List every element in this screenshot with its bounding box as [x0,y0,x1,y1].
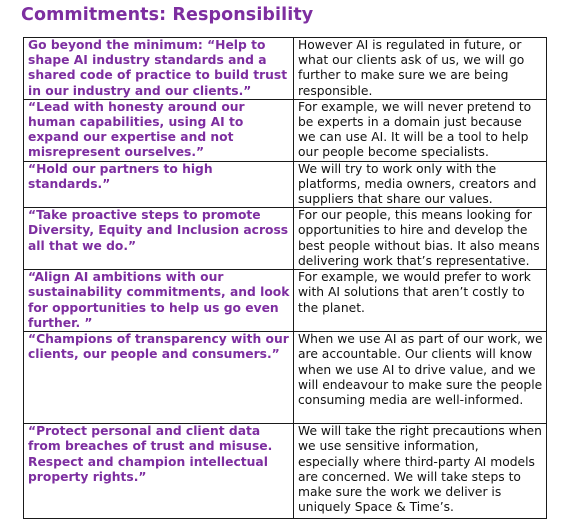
commitment-cell: Go beyond the minimum: “Help to shape AI industry standards and a shared code of practice to build trust in our industry and our clients.” [24,38,294,100]
explanation-cell: For example, we would prefer to work with AI solutions that aren’t costly to the planet. [294,270,547,332]
explanation-cell: For our people, this means looking for opportunities to hire and develop the best people without bias. It also means delivering work that’s representative. [294,208,547,270]
explanation-cell: When we use AI as part of our work, we are accountable. Our clients will know when we use AI to drive value, and we will endeavour to make sure the people consuming media are well-informed. [294,332,547,424]
table-row [24,424,547,519]
explanation-cell: However AI is regulated in future, or what our clients ask of us, we will go further to make sure we are being responsible. [294,38,547,100]
explanation-cell: We will try to work only with the platforms, media owners, creators and suppliers that share our values. [294,161,547,208]
commitment-cell: “Champions of transparency with our clients, our people and consumers.” [24,332,294,424]
commitment-cell: “Take proactive steps to promote Diversity, Equity and Inclusion across all that we do.” [24,208,294,270]
table-row [24,332,547,424]
explanation-cell: For example, we will never pretend to be experts in a domain just because we can use AI. It will be a tool to help our people become specialists. [294,99,547,161]
commitment-cell: “Lead with honesty around our human capabilities, using AI to expand our expertise and not misrepresent ourselves.” [24,99,294,161]
explanation-cell: We will take the right precautions when we use sensitive information, especially where third-party AI models are concerned. We will take steps to make sure the work we deliver is uniquely Space & Time’s. [294,424,547,519]
table-row [24,270,547,332]
table-row [24,99,547,161]
table-row [24,161,547,208]
commitment-cell: “Align AI ambitions with our sustainability commitments, and look for opportunities to help us go even further. ” [24,270,294,332]
commitment-cell: “Protect personal and client data from breaches of trust and misuse. Respect and champion intellectual property rights.” [24,424,294,519]
table-row [24,38,547,100]
commitment-cell: “Hold our partners to high standards.” [24,161,294,208]
table-row [24,208,547,270]
commitments-table [23,37,547,519]
page-title: Commitments: Responsibility [21,5,314,25]
